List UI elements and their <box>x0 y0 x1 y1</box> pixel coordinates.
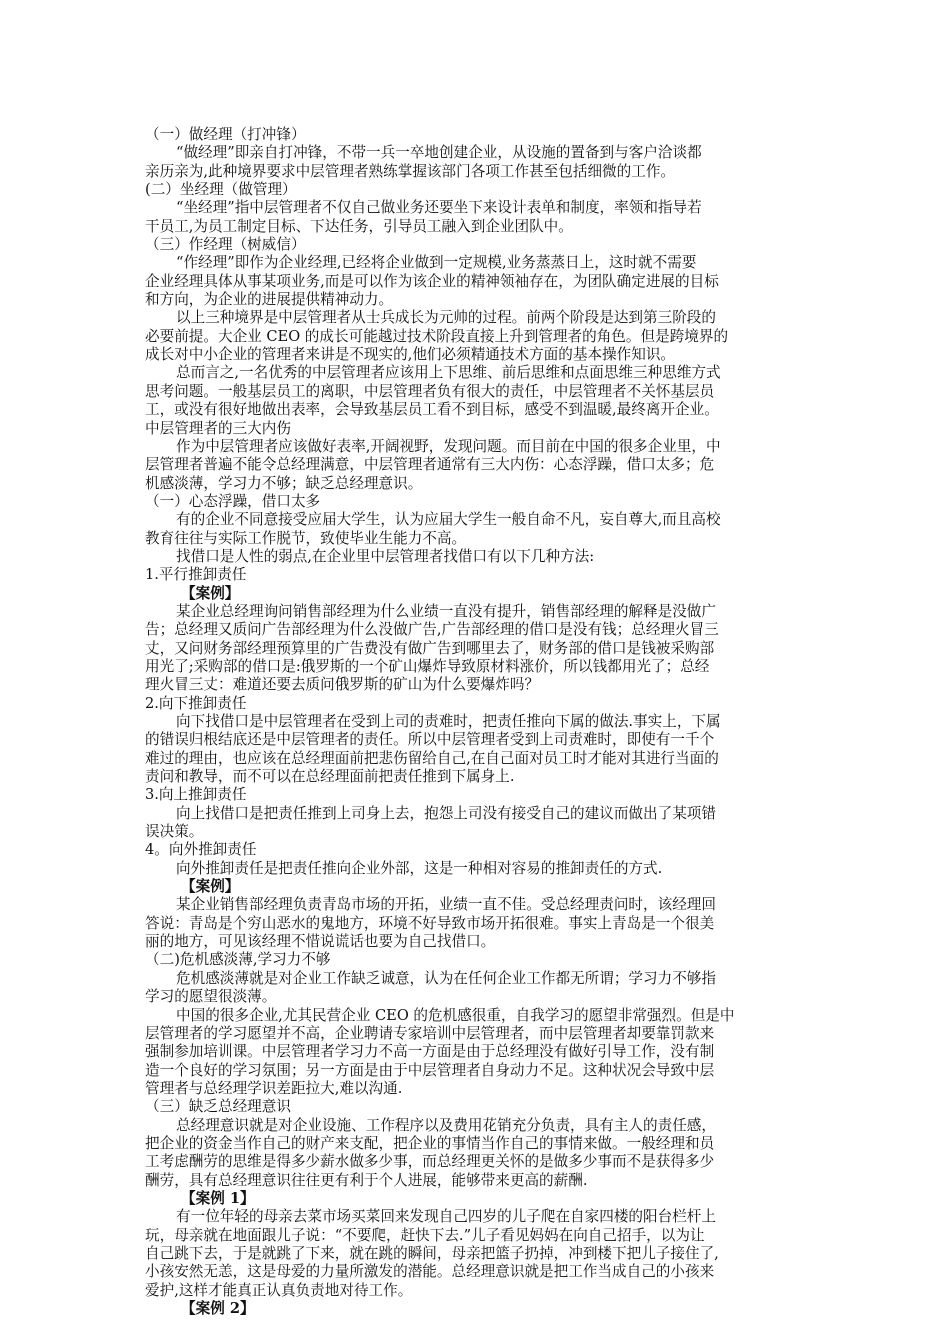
paragraph-line: 责问和教导，而不可以在总经理面前把责任推到下属身上. <box>145 768 515 786</box>
paragraph-line: 的错误归根结底还是中层管理者的责任。所以中层管理者受到上司责难时，即使有一千个 <box>145 731 715 749</box>
paragraph-line: 工，或没有很好地做出表率，会导致基层员工看不到目标，感受不到温暖,最终离开企业。 <box>145 401 719 419</box>
document-body <box>145 126 809 1318</box>
paragraph-line: 向上找借口是把责任推到上司身上去，抱怨上司没有接受自己的建议而做出了某项错 <box>176 804 716 822</box>
paragraph-line: 丈，又问财务部经理预算里的广告费没有做广告到哪里去了，财务部的借口是钱被采购部 <box>145 639 715 657</box>
case-label: 【案例】 <box>181 584 240 602</box>
paragraph-line: 理火冒三丈：难道还要去质问俄罗斯的矿山为什么要爆炸吗？ <box>145 676 540 694</box>
section-heading: （一）做经理（打冲锋） <box>145 126 306 143</box>
section-heading: （二)危机感淡薄,学习力不够 <box>145 951 331 969</box>
section-heading: （三）缺乏总经理意识 <box>145 1098 291 1116</box>
section-heading: 2.向下推卸责任 <box>145 694 247 712</box>
section-heading: 中层管理者的三大内伤 <box>145 419 291 437</box>
paragraph-line: 和方向，为企业的进展提供精神动力。 <box>145 291 394 309</box>
paragraph-line: 自己跳下去，于是就跳了下来，就在跳的瞬间，母亲把篮子扔掉，冲到楼下把儿子接住了, <box>145 1244 719 1262</box>
section-heading: （一）心态浮躁，借口太多 <box>145 492 321 510</box>
case-label: 【案例 2】 <box>181 1300 255 1317</box>
paragraph-line: 中国的很多企业,尤其民营企业 CEO 的危机感很重，自我学习的愿望非常强烈。但是中 <box>176 1006 735 1024</box>
paragraph-line: 告；总经理又质问广告部经理为什么没做广告,广告部经理的借口是没有钱；总经理火冒三 <box>145 621 719 639</box>
paragraph-line: “作经理”即作为企业经理,已经将企业做到一定规模,业务蒸蒸日上，这时就不需要 <box>176 254 697 272</box>
paragraph-line: 教育往往与实际工作脱节，致使毕业生能力不高。 <box>145 529 467 547</box>
paragraph-line: 成长对中小企业的管理者来讲是不现实的,他们必须精通技术方面的基本操作知识。 <box>145 346 676 364</box>
paragraph-line: 答说：青岛是个穷山恶水的鬼地方，环境不好导致市场开拓很难。事实上青岛是一个很美 <box>145 914 715 932</box>
paragraph-line: 必要前提。大企业 CEO 的成长可能越过技术阶段直接上升到管理者的角色。但是跨境界的 <box>145 327 729 345</box>
paragraph-line: 找借口是人性的弱点,在企业里中层管理者找借口有以下几种方法: <box>176 547 595 565</box>
paragraph-line: 层管理者普遍不能令总经理满意，中层管理者通常有三大内伤：心态浮躁，借口太多；危 <box>145 456 715 474</box>
section-heading: (二）坐经理（做管理） <box>145 181 297 199</box>
paragraph-line: 爱护,这样才能真正认真负责地对待工作。 <box>145 1281 413 1299</box>
paragraph-line: 学习的愿望很淡薄。 <box>145 988 277 1006</box>
paragraph-line: 总而言之,一名优秀的中层管理者应该用上下思维、前后思维和点面思维三种思维方式 <box>176 364 721 382</box>
case-paragraph-line: 某企业总经理询问销售部经理为什么业绩一直没有提升，销售部经理的解释是没做广 <box>176 602 716 620</box>
case-paragraph-line: 有一位年轻的母亲去菜市场买菜回来发现自己四岁的儿子爬在自家四楼的阳台栏杆上 <box>176 1208 716 1226</box>
section-heading: 4。向外推卸责任 <box>145 841 257 859</box>
paragraph-line: 丽的地方，可见该经理不惜说谎话也要为自己找借口。 <box>145 933 496 951</box>
case-paragraph-line: 某企业销售部经理负责青岛市场的开拓，业绩一直不佳。受总经理责问时，该经理回 <box>176 896 716 914</box>
paragraph-line: 作为中层管理者应该做好表率,开阔视野，发现问题。而目前在中国的很多企业里，中 <box>176 437 721 455</box>
paragraph-line: 以上三种境界是中层管理者从士兵成长为元帅的过程。前两个阶段是达到第三阶段的 <box>176 309 716 327</box>
paragraph-line: 用光了;采购部的借口是:俄罗斯的一个矿山爆炸导致原材料涨价，所以钱都用光了；总经 <box>145 657 710 675</box>
paragraph-line: 把企业的资金当作自己的财产来支配，把企业的事情当作自己的事情来做。一般经理和员 <box>145 1134 715 1152</box>
paragraph-line: 层管理者的学习愿望并不高，企业聘请专家培训中层管理者，而中层管理者却要靠罚款来 <box>145 1024 715 1042</box>
section-heading: 1.平行推卸责任 <box>145 566 247 584</box>
section-heading: （三）作经理（树威信） <box>145 236 306 254</box>
case-label: 【案例】 <box>181 878 240 896</box>
paragraph-line: 强制参加培训课。中层管理者学习力不高一方面是由于总经理没有做好引导工作，没有制 <box>145 1043 715 1061</box>
paragraph-line: 亲历亲为,此种境界要求中层管理者熟练掌握该部门各项工作甚至包括细微的工作。 <box>145 162 676 180</box>
paragraph-line: 危机感淡薄就是对企业工作缺乏诚意，认为在任何企业工作都无所谓；学习力不够指 <box>176 969 716 987</box>
paragraph-line: 向外推卸责任是把责任推向企业外部，这是一种相对容易的推卸责任的方式. <box>176 859 663 877</box>
paragraph-line: 思考问题。一般基层员工的离职，中层管理者负有很大的责任，中层管理者不关怀基层员 <box>145 382 715 400</box>
paragraph-line: 总经理意识就是对企业设施、工作程序以及费用花销充分负责，具有主人的责任感， <box>176 1116 716 1134</box>
paragraph-line: 有的企业不同意接受应届大学生，认为应届大学生一般自命不凡，妄自尊大,而且高校 <box>176 511 721 529</box>
paragraph-line: “坐经理”指中层管理者不仅自己做业务还要坐下来设计表单和制度，率领和指导若 <box>176 199 702 217</box>
paragraph-line: 玩，母亲就在地面跟儿子说：“不要爬，赶快下去.”儿子看见妈妈在向自己招手，以为让 <box>145 1226 705 1244</box>
paragraph-line: 机感淡薄，学习力不够；缺乏总经理意识。 <box>145 474 423 492</box>
paragraph-line: 难过的理由，也应该在总经理面前把悲伤留给自己,在自己面对员工时才能对其进行当面的 <box>145 749 719 767</box>
section-heading: 3.向上推卸责任 <box>145 786 247 804</box>
paragraph-line: 向下找借口是中层管理者在受到上司的责难时，把责任推向下属的做法.事实上，下属 <box>176 713 721 730</box>
paragraph-line: 小孩安然无恙，这是母爱的力量所激发的潜能。总经理意识就是把工作当成自己的小孩来 <box>145 1263 715 1281</box>
paragraph-line: “做经理”即亲自打冲锋，不带一兵一卒地创建企业，从设施的置备到与客户洽谈都 <box>176 144 702 162</box>
case-label: 【案例 1】 <box>181 1189 255 1207</box>
paragraph-line: 干员工,为员工制定目标、下达任务，引导员工融入到企业团队中。 <box>145 217 573 235</box>
paragraph-line: 造一个良好的学习氛围；另一方面是由于中层管理者自身动力不足。这种状况会导致中层 <box>145 1061 715 1079</box>
paragraph-line: 酬劳，具有总经理意识往往更有利于个人进展，能够带来更高的薪酬. <box>145 1171 588 1189</box>
paragraph-line: 工考虑酬劳的思维是得多少薪水做多少事，而总经理更关怀的是做多少事而不是获得多少 <box>145 1153 715 1171</box>
paragraph-line: 误决策。 <box>145 823 204 841</box>
paragraph-line: 企业经理具体从事某项业务,而是可以作为该企业的精神领袖存在，为团队确定进展的目标 <box>145 272 719 290</box>
paragraph-line: 管理者与总经理学识差距拉大,难以沟通. <box>145 1079 403 1097</box>
